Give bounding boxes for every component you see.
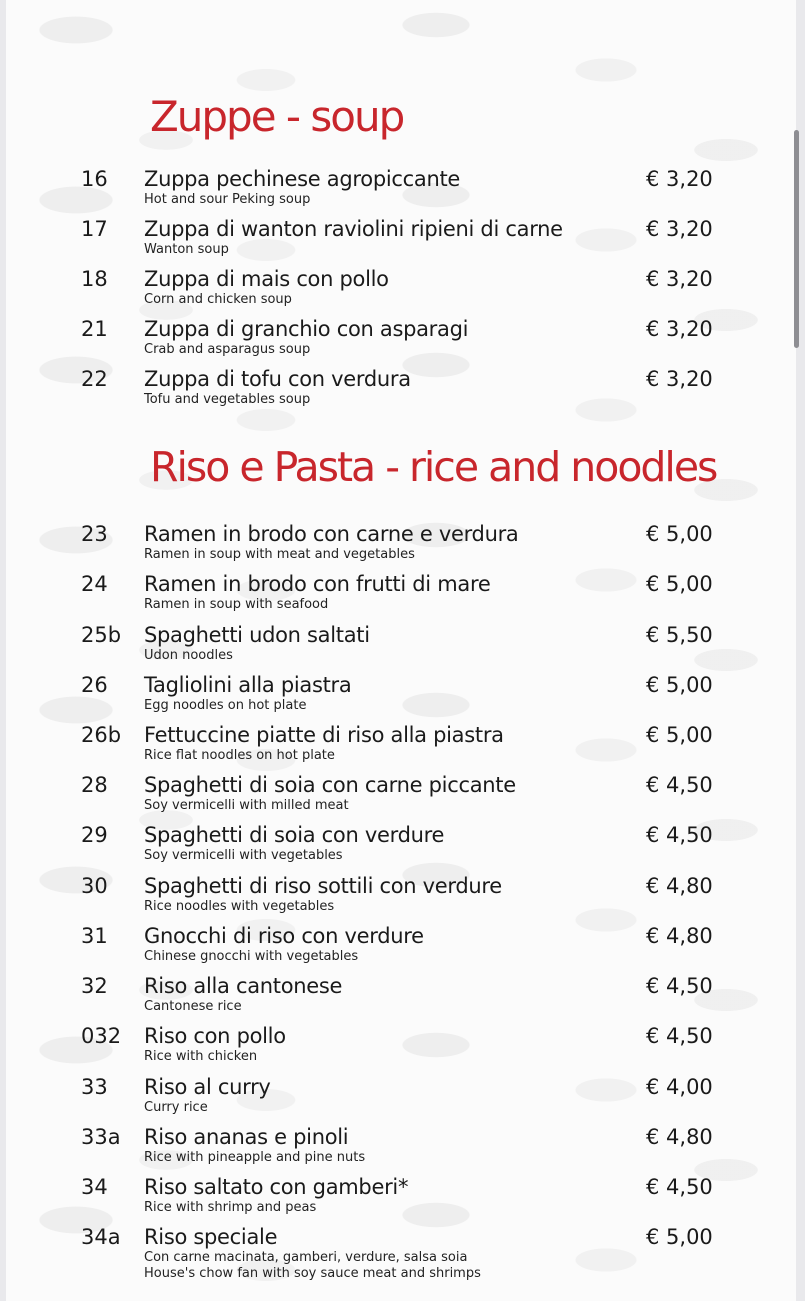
menu-item: [6, 1124, 796, 1174]
item-name: Riso al curry: [144, 1075, 271, 1099]
item-name: Gnocchi di riso con verdure: [144, 924, 424, 948]
item-name: Spaghetti di soia con verdure: [144, 823, 445, 847]
item-description-english: House's chow fan with soy sauce meat and shrimps: [144, 1266, 481, 1281]
item-price: € 4,80: [646, 874, 713, 898]
item-number: 21: [81, 317, 108, 341]
item-name: Ramen in brodo con frutti di mare: [144, 572, 491, 596]
menu-item: [6, 216, 796, 266]
item-description: Tofu and vegetables soup: [144, 392, 311, 407]
item-name: Tagliolini alla piastra: [144, 673, 352, 697]
menu-item: [6, 672, 796, 722]
menu-item: [6, 266, 796, 316]
item-name: Spaghetti udon saltati: [144, 623, 370, 647]
item-description: Curry rice: [144, 1100, 208, 1115]
item-price: € 4,50: [646, 823, 713, 847]
item-description: Hot and sour Peking soup: [144, 192, 311, 207]
item-description: Udon noodles: [144, 648, 233, 663]
item-description: Cantonese rice: [144, 999, 242, 1014]
item-number: 23: [81, 522, 108, 546]
item-price: € 4,80: [646, 1125, 713, 1149]
item-description: Con carne macinata, gamberi, verdure, salsa soia: [144, 1250, 468, 1265]
item-number: 26: [81, 673, 108, 697]
item-name: Zuppa di mais con pollo: [144, 267, 389, 291]
item-description: Rice noodles with vegetables: [144, 899, 335, 914]
menu-page: [6, 0, 796, 1301]
item-name: Riso ananas e pinoli: [144, 1125, 349, 1149]
item-number: 30: [81, 874, 108, 898]
menu-item: [6, 521, 796, 571]
item-price: € 4,80: [646, 924, 713, 948]
section-title-soup: Zuppe - soup: [150, 92, 404, 141]
item-price: € 5,00: [646, 1225, 713, 1249]
item-number: 34: [81, 1175, 108, 1199]
item-name: Riso speciale: [144, 1225, 278, 1249]
item-name: Zuppa pechinese agropiccante: [144, 167, 461, 191]
item-name: Fettuccine piatte di riso alla piastra: [144, 723, 504, 747]
item-description: Egg noodles on hot plate: [144, 698, 307, 713]
menu-item: [6, 722, 796, 772]
item-description: Chinese gnocchi with vegetables: [144, 949, 359, 964]
item-price: € 3,20: [646, 367, 713, 391]
menu-item: [6, 622, 796, 672]
menu-item: [6, 873, 796, 923]
item-description: Ramen in soup with seafood: [144, 597, 329, 612]
item-price: € 4,50: [646, 1024, 713, 1048]
item-price: € 3,20: [646, 167, 713, 191]
item-number: 22: [81, 367, 108, 391]
item-name: Zuppa di tofu con verdura: [144, 367, 411, 391]
scrollbar[interactable]: [794, 130, 799, 348]
item-number: 34a: [81, 1225, 121, 1249]
item-price: € 4,50: [646, 1175, 713, 1199]
item-description: Ramen in soup with meat and vegetables: [144, 547, 415, 562]
item-price: € 5,00: [646, 572, 713, 596]
item-number: 26b: [81, 723, 122, 747]
item-number: 33: [81, 1075, 108, 1099]
menu-item: [6, 316, 796, 366]
item-description: Soy vermicelli with milled meat: [144, 798, 349, 813]
item-description: Crab and asparagus soup: [144, 342, 311, 357]
item-description: Rice with shrimp and peas: [144, 1200, 317, 1215]
item-price: € 5,00: [646, 673, 713, 697]
item-name: Riso alla cantonese: [144, 974, 343, 998]
menu-item: [6, 1174, 796, 1224]
item-description: Wanton soup: [144, 242, 229, 257]
item-number: 31: [81, 924, 108, 948]
section-title-rice-noodles: Riso e Pasta - rice and noodles: [150, 443, 717, 491]
item-price: € 4,50: [646, 773, 713, 797]
item-name: Ramen in brodo con carne e verdura: [144, 522, 519, 546]
item-name: Zuppa di granchio con asparagi: [144, 317, 469, 341]
item-description: Rice flat noodles on hot plate: [144, 748, 335, 763]
item-number: 16: [81, 167, 108, 191]
item-number: 24: [81, 572, 108, 596]
menu-item: [6, 166, 796, 216]
item-price: € 3,20: [646, 267, 713, 291]
menu-item: [6, 973, 796, 1023]
item-number: 33a: [81, 1125, 121, 1149]
menu-item: [6, 1023, 796, 1073]
item-number: 29: [81, 823, 108, 847]
item-description: Rice with pineapple and pine nuts: [144, 1150, 366, 1165]
item-price: € 3,20: [646, 317, 713, 341]
item-price: € 5,00: [646, 522, 713, 546]
item-number: 17: [81, 217, 108, 241]
item-description: Rice with chicken: [144, 1049, 258, 1064]
item-number: 32: [81, 974, 108, 998]
item-name: Spaghetti di soia con carne piccante: [144, 773, 516, 797]
menu-item: [6, 772, 796, 822]
item-price: € 4,00: [646, 1075, 713, 1099]
menu-item: [6, 571, 796, 621]
item-description: Soy vermicelli with vegetables: [144, 848, 343, 863]
item-price: € 5,50: [646, 623, 713, 647]
item-number: 28: [81, 773, 108, 797]
item-number: 18: [81, 267, 108, 291]
item-number: 25b: [81, 623, 122, 647]
menu-item: [6, 366, 796, 416]
item-price: € 5,00: [646, 723, 713, 747]
item-name: Zuppa di wanton raviolini ripieni di carne: [144, 217, 563, 241]
item-price: € 3,20: [646, 217, 713, 241]
item-name: Riso con pollo: [144, 1024, 286, 1048]
item-name: Riso saltato con gamberi*: [144, 1175, 409, 1199]
item-number: 032: [81, 1024, 122, 1048]
menu-item: [6, 1224, 796, 1294]
menu-item: [6, 822, 796, 872]
item-name: Spaghetti di riso sottili con verdure: [144, 874, 502, 898]
menu-item: [6, 923, 796, 973]
item-price: € 4,50: [646, 974, 713, 998]
menu-item: [6, 1074, 796, 1124]
item-description: Corn and chicken soup: [144, 292, 292, 307]
